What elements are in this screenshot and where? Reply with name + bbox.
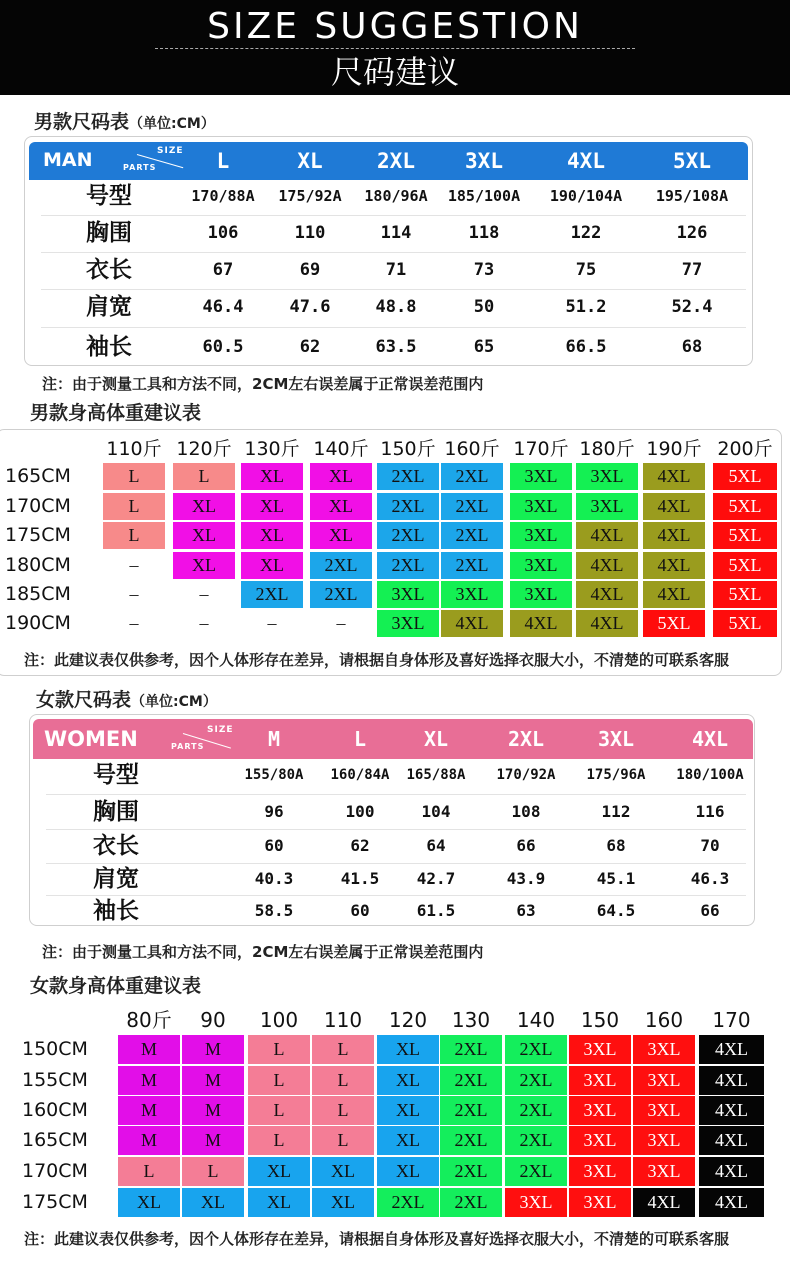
men-grid-cell: – bbox=[129, 613, 139, 633]
women_size-cell: 58.5 bbox=[254, 901, 294, 920]
men_size-row-divider bbox=[41, 327, 746, 328]
women_size-col-header: L bbox=[353, 727, 367, 751]
women-grid-cell: XL bbox=[248, 1188, 310, 1217]
men-grid-cell: – bbox=[336, 613, 346, 633]
men-grid-cell: 3XL bbox=[576, 463, 638, 490]
men-grid-cell: 4XL bbox=[643, 581, 705, 608]
men-grid-weight-header: 110斤 bbox=[106, 438, 162, 460]
women-grid-cell: XL bbox=[377, 1157, 439, 1186]
women_size-cell: 175/96A bbox=[586, 767, 646, 783]
women-grid-cell: L bbox=[118, 1157, 180, 1186]
men_size-cell: 114 bbox=[380, 223, 412, 243]
men-grid-cell: XL bbox=[310, 493, 372, 520]
men-grid-cell: 3XL bbox=[510, 581, 572, 608]
women-grid-cell: 2XL bbox=[505, 1035, 567, 1064]
women-grid-cell: 4XL bbox=[699, 1188, 764, 1217]
men_size-cell: 68 bbox=[681, 337, 703, 357]
men_size-cell: 50 bbox=[473, 297, 495, 317]
men-grid-cell: L bbox=[103, 463, 165, 490]
women-grid-cell: L bbox=[248, 1096, 310, 1125]
women_size-cell: 170/92A bbox=[496, 767, 556, 783]
men-grid-cell: XL bbox=[173, 493, 235, 520]
women-grid-cell: 3XL bbox=[569, 1066, 631, 1095]
men-grid-cell: XL bbox=[241, 493, 303, 520]
men-grid-cell: 2XL bbox=[310, 552, 372, 579]
men_size-cell: 46.4 bbox=[202, 297, 244, 317]
page-header bbox=[0, 0, 790, 95]
women-grid-cell: L bbox=[248, 1035, 310, 1064]
men-grid-cell: 3XL bbox=[441, 581, 503, 608]
men-grid-cell: XL bbox=[173, 522, 235, 549]
women-grid-cell: M bbox=[118, 1066, 180, 1095]
women-grid-cell: L bbox=[182, 1157, 244, 1186]
women-grid-cell: XL bbox=[377, 1066, 439, 1095]
men_size-row-label: 号型 bbox=[86, 183, 132, 209]
men-tag: MAN bbox=[43, 149, 93, 171]
women_size-row-divider bbox=[46, 794, 746, 795]
header-title-cn: 尺码建议 bbox=[330, 53, 459, 91]
header-divider bbox=[155, 48, 635, 49]
men_size-cell: 62 bbox=[299, 337, 321, 357]
women-grid-cell: 2XL bbox=[440, 1066, 502, 1095]
men-grid-cell: 4XL bbox=[643, 493, 705, 520]
women_size-cell: 40.3 bbox=[254, 869, 294, 888]
women-grid-note: 注：此建议表仅供参考，因个人体形存在差异，请根据自身体形及喜好选择衣服大小，不清楚的可联系客服 bbox=[24, 1230, 730, 1248]
men_size-cell: 185/100A bbox=[447, 187, 521, 205]
women-size-title bbox=[36, 688, 217, 714]
men_size-row-label: 袖长 bbox=[86, 334, 132, 360]
women-grid-cell: M bbox=[118, 1035, 180, 1064]
women_size-cell: 70 bbox=[700, 836, 720, 855]
men_size-col-header: 4XL bbox=[567, 149, 605, 173]
women-grid-weight-header: 110 bbox=[323, 1008, 363, 1032]
women-grid-cell: XL bbox=[377, 1035, 439, 1064]
women_size-cell: 112 bbox=[601, 802, 631, 821]
men-grid-cell: 5XL bbox=[713, 463, 777, 490]
women-grid-cell: 3XL bbox=[633, 1157, 695, 1186]
men_size-cell: 73 bbox=[473, 260, 495, 280]
women-grid-weight-header: 90 bbox=[200, 1008, 226, 1032]
women-grid-title: 女款身高体重建议表 bbox=[30, 975, 202, 997]
men-grid-title: 男款身高体重建议表 bbox=[30, 402, 202, 424]
men-grid-cell: L bbox=[103, 493, 165, 520]
men-size-title-text: 男款尺码表 bbox=[34, 111, 130, 133]
men-grid-cell: 4XL bbox=[643, 522, 705, 549]
men-grid-cell: 3XL bbox=[510, 463, 572, 490]
men-grid-cell: 4XL bbox=[643, 463, 705, 490]
women-grid-cell: 3XL bbox=[569, 1126, 631, 1155]
men-grid-cell: 2XL bbox=[377, 552, 439, 579]
men_size-cell: 170/88A bbox=[191, 187, 255, 205]
men-grid-cell: XL bbox=[310, 522, 372, 549]
women-grid-cell: XL bbox=[182, 1188, 244, 1217]
women_size-cell: 62 bbox=[350, 836, 370, 855]
women-grid-weight-header: 120 bbox=[388, 1008, 428, 1032]
men-grid-cell: – bbox=[129, 584, 139, 604]
men-grid-cell: 4XL bbox=[441, 610, 503, 637]
women-grid-cell: L bbox=[312, 1066, 374, 1095]
men_size-col-header: 3XL bbox=[465, 149, 503, 173]
women-grid-cell: XL bbox=[312, 1188, 374, 1217]
men-grid-cell: 2XL bbox=[441, 493, 503, 520]
men-grid-cell: 2XL bbox=[377, 522, 439, 549]
men-grid-cell: 4XL bbox=[576, 552, 638, 579]
men_size-row-divider bbox=[41, 252, 746, 253]
women-grid-height-label: 175CM bbox=[22, 1191, 88, 1213]
women-grid-height-label: 170CM bbox=[22, 1160, 88, 1182]
men-grid-cell: L bbox=[173, 463, 235, 490]
women_size-row-divider bbox=[46, 895, 746, 896]
men_size-row-divider bbox=[41, 289, 746, 290]
women-grid-cell: 3XL bbox=[633, 1066, 695, 1095]
women-grid-cell: 3XL bbox=[633, 1096, 695, 1125]
men-grid-cell: XL bbox=[241, 522, 303, 549]
women-grid-weight-header: 160 bbox=[644, 1008, 684, 1032]
men_size-cell: 48.8 bbox=[375, 297, 417, 317]
women_size-cell: 96 bbox=[264, 802, 284, 821]
men_size-col-header: 5XL bbox=[673, 149, 711, 173]
women_size-row-label: 胸围 bbox=[93, 799, 139, 825]
men-grid-weight-header: 150斤 bbox=[380, 438, 436, 460]
women_size-col-header: XL bbox=[423, 727, 449, 751]
men-grid-cell: XL bbox=[310, 463, 372, 490]
women-grid-cell: XL bbox=[377, 1126, 439, 1155]
women-grid-cell: XL bbox=[312, 1157, 374, 1186]
men-grid-height-label: 180CM bbox=[5, 554, 71, 576]
women-grid-height-label: 160CM bbox=[22, 1099, 88, 1121]
men-grid-cell: 5XL bbox=[713, 552, 777, 579]
women-grid-cell: 3XL bbox=[569, 1096, 631, 1125]
men_size-cell: 118 bbox=[468, 223, 500, 243]
women-grid-cell: XL bbox=[248, 1157, 310, 1186]
women_size-cell: 64.5 bbox=[596, 901, 636, 920]
women-grid-cell: 2XL bbox=[377, 1188, 439, 1217]
women-grid-cell: 2XL bbox=[505, 1066, 567, 1095]
men-grid-weight-header: 130斤 bbox=[244, 438, 300, 460]
women-tag: WOMEN bbox=[44, 727, 138, 751]
women_size-cell: 104 bbox=[421, 802, 451, 821]
men-grid-weight-header: 120斤 bbox=[176, 438, 232, 460]
women_size-row-divider bbox=[46, 829, 746, 830]
men-grid-cell: – bbox=[199, 613, 209, 633]
men-grid-cell: XL bbox=[173, 552, 235, 579]
men-grid-cell: 2XL bbox=[377, 463, 439, 490]
men-size-card bbox=[24, 136, 753, 366]
men-grid-weight-header: 180斤 bbox=[579, 438, 635, 460]
men-grid-cell: 5XL bbox=[713, 610, 777, 637]
men-grid-cell: 3XL bbox=[377, 581, 439, 608]
women_size-row-label: 号型 bbox=[93, 762, 139, 788]
men-grid-weight-header: 160斤 bbox=[444, 438, 500, 460]
women-grid-cell: 2XL bbox=[440, 1157, 502, 1186]
men_size-cell: 60.5 bbox=[202, 337, 244, 357]
men_size-cell: 122 bbox=[570, 223, 602, 243]
women-grid-cell: 3XL bbox=[633, 1035, 695, 1064]
women_size-cell: 42.7 bbox=[416, 869, 456, 888]
women-grid-cell: M bbox=[182, 1066, 244, 1095]
men-grid-weight-header: 170斤 bbox=[513, 438, 569, 460]
men-grid-cell: 4XL bbox=[510, 610, 572, 637]
men-grid-height-label: 185CM bbox=[5, 583, 71, 605]
women-grid-cell: 4XL bbox=[699, 1096, 764, 1125]
men-grid-cell: 5XL bbox=[643, 610, 705, 637]
women-grid-cell: 2XL bbox=[505, 1126, 567, 1155]
men_size-row-divider bbox=[41, 215, 746, 216]
women_size-cell: 63 bbox=[516, 901, 536, 920]
men-grid-cell: – bbox=[199, 584, 209, 604]
women_size-col-header: 2XL bbox=[507, 727, 545, 751]
men-size-word: SIZE bbox=[157, 146, 184, 156]
women-size-note: 注：由于测量工具和方法不同，2CM左右误差属于正常误差范围内 bbox=[42, 943, 484, 961]
men_size-cell: 69 bbox=[299, 260, 321, 280]
women_size-cell: 108 bbox=[511, 802, 541, 821]
women_size-row-label: 衣长 bbox=[93, 833, 139, 859]
men_size-cell: 47.6 bbox=[289, 297, 331, 317]
men-grid-cell: 2XL bbox=[310, 581, 372, 608]
men-size-title bbox=[34, 110, 215, 136]
men-grid-cell: 4XL bbox=[576, 610, 638, 637]
men_size-row-label: 肩宽 bbox=[86, 294, 132, 320]
men-grid-cell: – bbox=[129, 555, 139, 575]
women-grid-weight-header: 80斤 bbox=[126, 1008, 172, 1032]
women-size-unit: （单位:CM） bbox=[131, 694, 217, 710]
men-grid-weight-header: 200斤 bbox=[717, 438, 773, 460]
women-size-card bbox=[29, 714, 755, 926]
women_size-cell: 68 bbox=[606, 836, 626, 855]
women-grid-cell: M bbox=[118, 1096, 180, 1125]
women-grid-cell: 3XL bbox=[505, 1188, 567, 1217]
men_size-cell: 77 bbox=[681, 260, 703, 280]
header-title-en: SIZE SUGGESTION bbox=[207, 6, 583, 47]
women-grid-cell: 4XL bbox=[699, 1126, 764, 1155]
men_size-cell: 66.5 bbox=[565, 337, 607, 357]
men-grid-cell: 4XL bbox=[643, 552, 705, 579]
women-grid-cell: L bbox=[312, 1126, 374, 1155]
women-grid-cell: L bbox=[248, 1066, 310, 1095]
men-grid-cell: 2XL bbox=[241, 581, 303, 608]
women-size-title-text: 女款尺码表 bbox=[36, 689, 132, 711]
women-grid-cell: L bbox=[312, 1035, 374, 1064]
men-grid-note: 注：此建议表仅供参考，因个人体形存在差异，请根据自身体形及喜好选择衣服大小，不清楚的可联系客服 bbox=[24, 651, 730, 669]
women-grid-cell: 2XL bbox=[440, 1096, 502, 1125]
women_size-cell: 66 bbox=[700, 901, 720, 920]
men_size-cell: 75 bbox=[575, 260, 597, 280]
men_size-cell: 52.4 bbox=[671, 297, 713, 317]
men-grid-cell: 3XL bbox=[510, 493, 572, 520]
women_size-cell: 60 bbox=[350, 901, 370, 920]
men-grid-cell: 3XL bbox=[510, 552, 572, 579]
women-grid-height-label: 150CM bbox=[22, 1038, 88, 1060]
men_size-cell: 195/108A bbox=[655, 187, 729, 205]
women-grid-cell: 2XL bbox=[505, 1096, 567, 1125]
men-grid-cell: XL bbox=[241, 463, 303, 490]
men-size-note: 注：由于测量工具和方法不同，2CM左右误差属于正常误差范围内 bbox=[42, 375, 484, 393]
women-grid-cell: 4XL bbox=[699, 1035, 764, 1064]
women_size-cell: 160/84A bbox=[330, 767, 390, 783]
women_size-col-header: M bbox=[267, 727, 281, 751]
men-grid-cell: 2XL bbox=[441, 552, 503, 579]
men_size-col-header: XL bbox=[297, 149, 323, 173]
men-grid-cell: L bbox=[103, 522, 165, 549]
women-parts-word: PARTS bbox=[171, 742, 205, 751]
women_size-col-header: 4XL bbox=[691, 727, 729, 751]
men-grid-cell: XL bbox=[241, 552, 303, 579]
men-grid-height-label: 170CM bbox=[5, 495, 71, 517]
women-grid-cell: 4XL bbox=[699, 1157, 764, 1186]
men-grid-cell: 5XL bbox=[713, 581, 777, 608]
women-grid-cell: 2XL bbox=[440, 1126, 502, 1155]
men_size-cell: 110 bbox=[294, 223, 326, 243]
men_size-cell: 67 bbox=[212, 260, 234, 280]
men-grid-cell: 3XL bbox=[510, 522, 572, 549]
women-grid-cell: L bbox=[248, 1126, 310, 1155]
women-grid-height-label: 155CM bbox=[22, 1069, 88, 1091]
women-grid-weight-header: 150 bbox=[580, 1008, 620, 1032]
women-grid-weight-header: 140 bbox=[516, 1008, 556, 1032]
women-grid-cell: M bbox=[182, 1126, 244, 1155]
women_size-cell: 155/80A bbox=[244, 767, 304, 783]
women-grid-cell: M bbox=[182, 1035, 244, 1064]
women-grid-cell: 4XL bbox=[633, 1188, 695, 1217]
women_size-cell: 165/88A bbox=[406, 767, 466, 783]
women-grid-cell: 3XL bbox=[633, 1126, 695, 1155]
men_size-cell: 126 bbox=[676, 223, 708, 243]
women-grid-cell: M bbox=[182, 1096, 244, 1125]
women-grid-cell: 3XL bbox=[569, 1035, 631, 1064]
women-grid-cell: 3XL bbox=[569, 1188, 631, 1217]
men_size-cell: 175/92A bbox=[278, 187, 342, 205]
women-size-header-bar bbox=[33, 719, 753, 759]
women_size-cell: 116 bbox=[695, 802, 725, 821]
men-grid-card bbox=[0, 429, 782, 676]
men-grid-cell: 3XL bbox=[576, 493, 638, 520]
women_size-row-label: 袖长 bbox=[93, 898, 139, 924]
women-grid-cell: L bbox=[312, 1096, 374, 1125]
men_size-col-header: 2XL bbox=[377, 149, 415, 173]
men-grid-cell: 2XL bbox=[441, 522, 503, 549]
women_size-cell: 46.3 bbox=[690, 869, 730, 888]
men-grid-cell: 2XL bbox=[377, 493, 439, 520]
women-grid-cell: M bbox=[118, 1126, 180, 1155]
women_size-row-divider bbox=[46, 863, 746, 864]
men-parts-word: PARTS bbox=[123, 163, 157, 172]
women_size-cell: 64 bbox=[426, 836, 446, 855]
women-grid-cell: XL bbox=[118, 1188, 180, 1217]
women_size-cell: 66 bbox=[516, 836, 536, 855]
women_size-row-label: 肩宽 bbox=[93, 866, 139, 892]
women-grid-weight-header: 100 bbox=[259, 1008, 299, 1032]
women_size-cell: 180/100A bbox=[676, 767, 744, 783]
women-grid-cell: XL bbox=[377, 1096, 439, 1125]
men-grid-cell: 4XL bbox=[576, 522, 638, 549]
women_size-cell: 45.1 bbox=[596, 869, 636, 888]
men_size-cell: 63.5 bbox=[375, 337, 417, 357]
women_size-cell: 41.5 bbox=[340, 869, 380, 888]
men-grid-cell: 5XL bbox=[713, 493, 777, 520]
men-grid-cell: 3XL bbox=[377, 610, 439, 637]
men_size-cell: 190/104A bbox=[549, 187, 623, 205]
women_size-cell: 100 bbox=[345, 802, 375, 821]
women-grid-cell: 4XL bbox=[699, 1066, 764, 1095]
women-size-word: SIZE bbox=[207, 725, 234, 735]
men_size-cell: 51.2 bbox=[565, 297, 607, 317]
men-grid-weight-header: 190斤 bbox=[646, 438, 702, 460]
women-grid-weight-header: 170 bbox=[712, 1008, 751, 1032]
women-grid-height-label: 165CM bbox=[22, 1129, 88, 1151]
women_size-cell: 43.9 bbox=[506, 869, 546, 888]
men_size-cell: 106 bbox=[207, 223, 239, 243]
men-grid-height-label: 165CM bbox=[5, 465, 71, 487]
women_size-cell: 61.5 bbox=[416, 901, 456, 920]
women-grid-cell: 2XL bbox=[505, 1157, 567, 1186]
men_size-col-header: L bbox=[216, 149, 230, 173]
women-grid-cell: 3XL bbox=[569, 1157, 631, 1186]
men_size-cell: 180/96A bbox=[364, 187, 428, 205]
men-grid-cell: 5XL bbox=[713, 522, 777, 549]
men-size-unit: （单位:CM） bbox=[129, 116, 215, 132]
women-grid-weight-header: 130 bbox=[451, 1008, 491, 1032]
men_size-cell: 65 bbox=[473, 337, 495, 357]
men-grid-weight-header: 140斤 bbox=[313, 438, 369, 460]
women-grid-cell: 2XL bbox=[440, 1035, 502, 1064]
women_size-cell: 60 bbox=[264, 836, 284, 855]
men_size-cell: 71 bbox=[385, 260, 407, 280]
men-size-header-bar bbox=[29, 142, 748, 180]
men-grid-height-label: 175CM bbox=[5, 524, 71, 546]
women-grid-cell: 2XL bbox=[440, 1188, 502, 1217]
women_size-col-header: 3XL bbox=[597, 727, 635, 751]
men-grid-cell: – bbox=[267, 613, 277, 633]
men_size-row-label: 胸围 bbox=[86, 220, 132, 246]
men-grid-cell: 2XL bbox=[441, 463, 503, 490]
men-grid-height-label: 190CM bbox=[5, 612, 71, 634]
men_size-row-label: 衣长 bbox=[86, 257, 132, 283]
men-grid-cell: 4XL bbox=[576, 581, 638, 608]
